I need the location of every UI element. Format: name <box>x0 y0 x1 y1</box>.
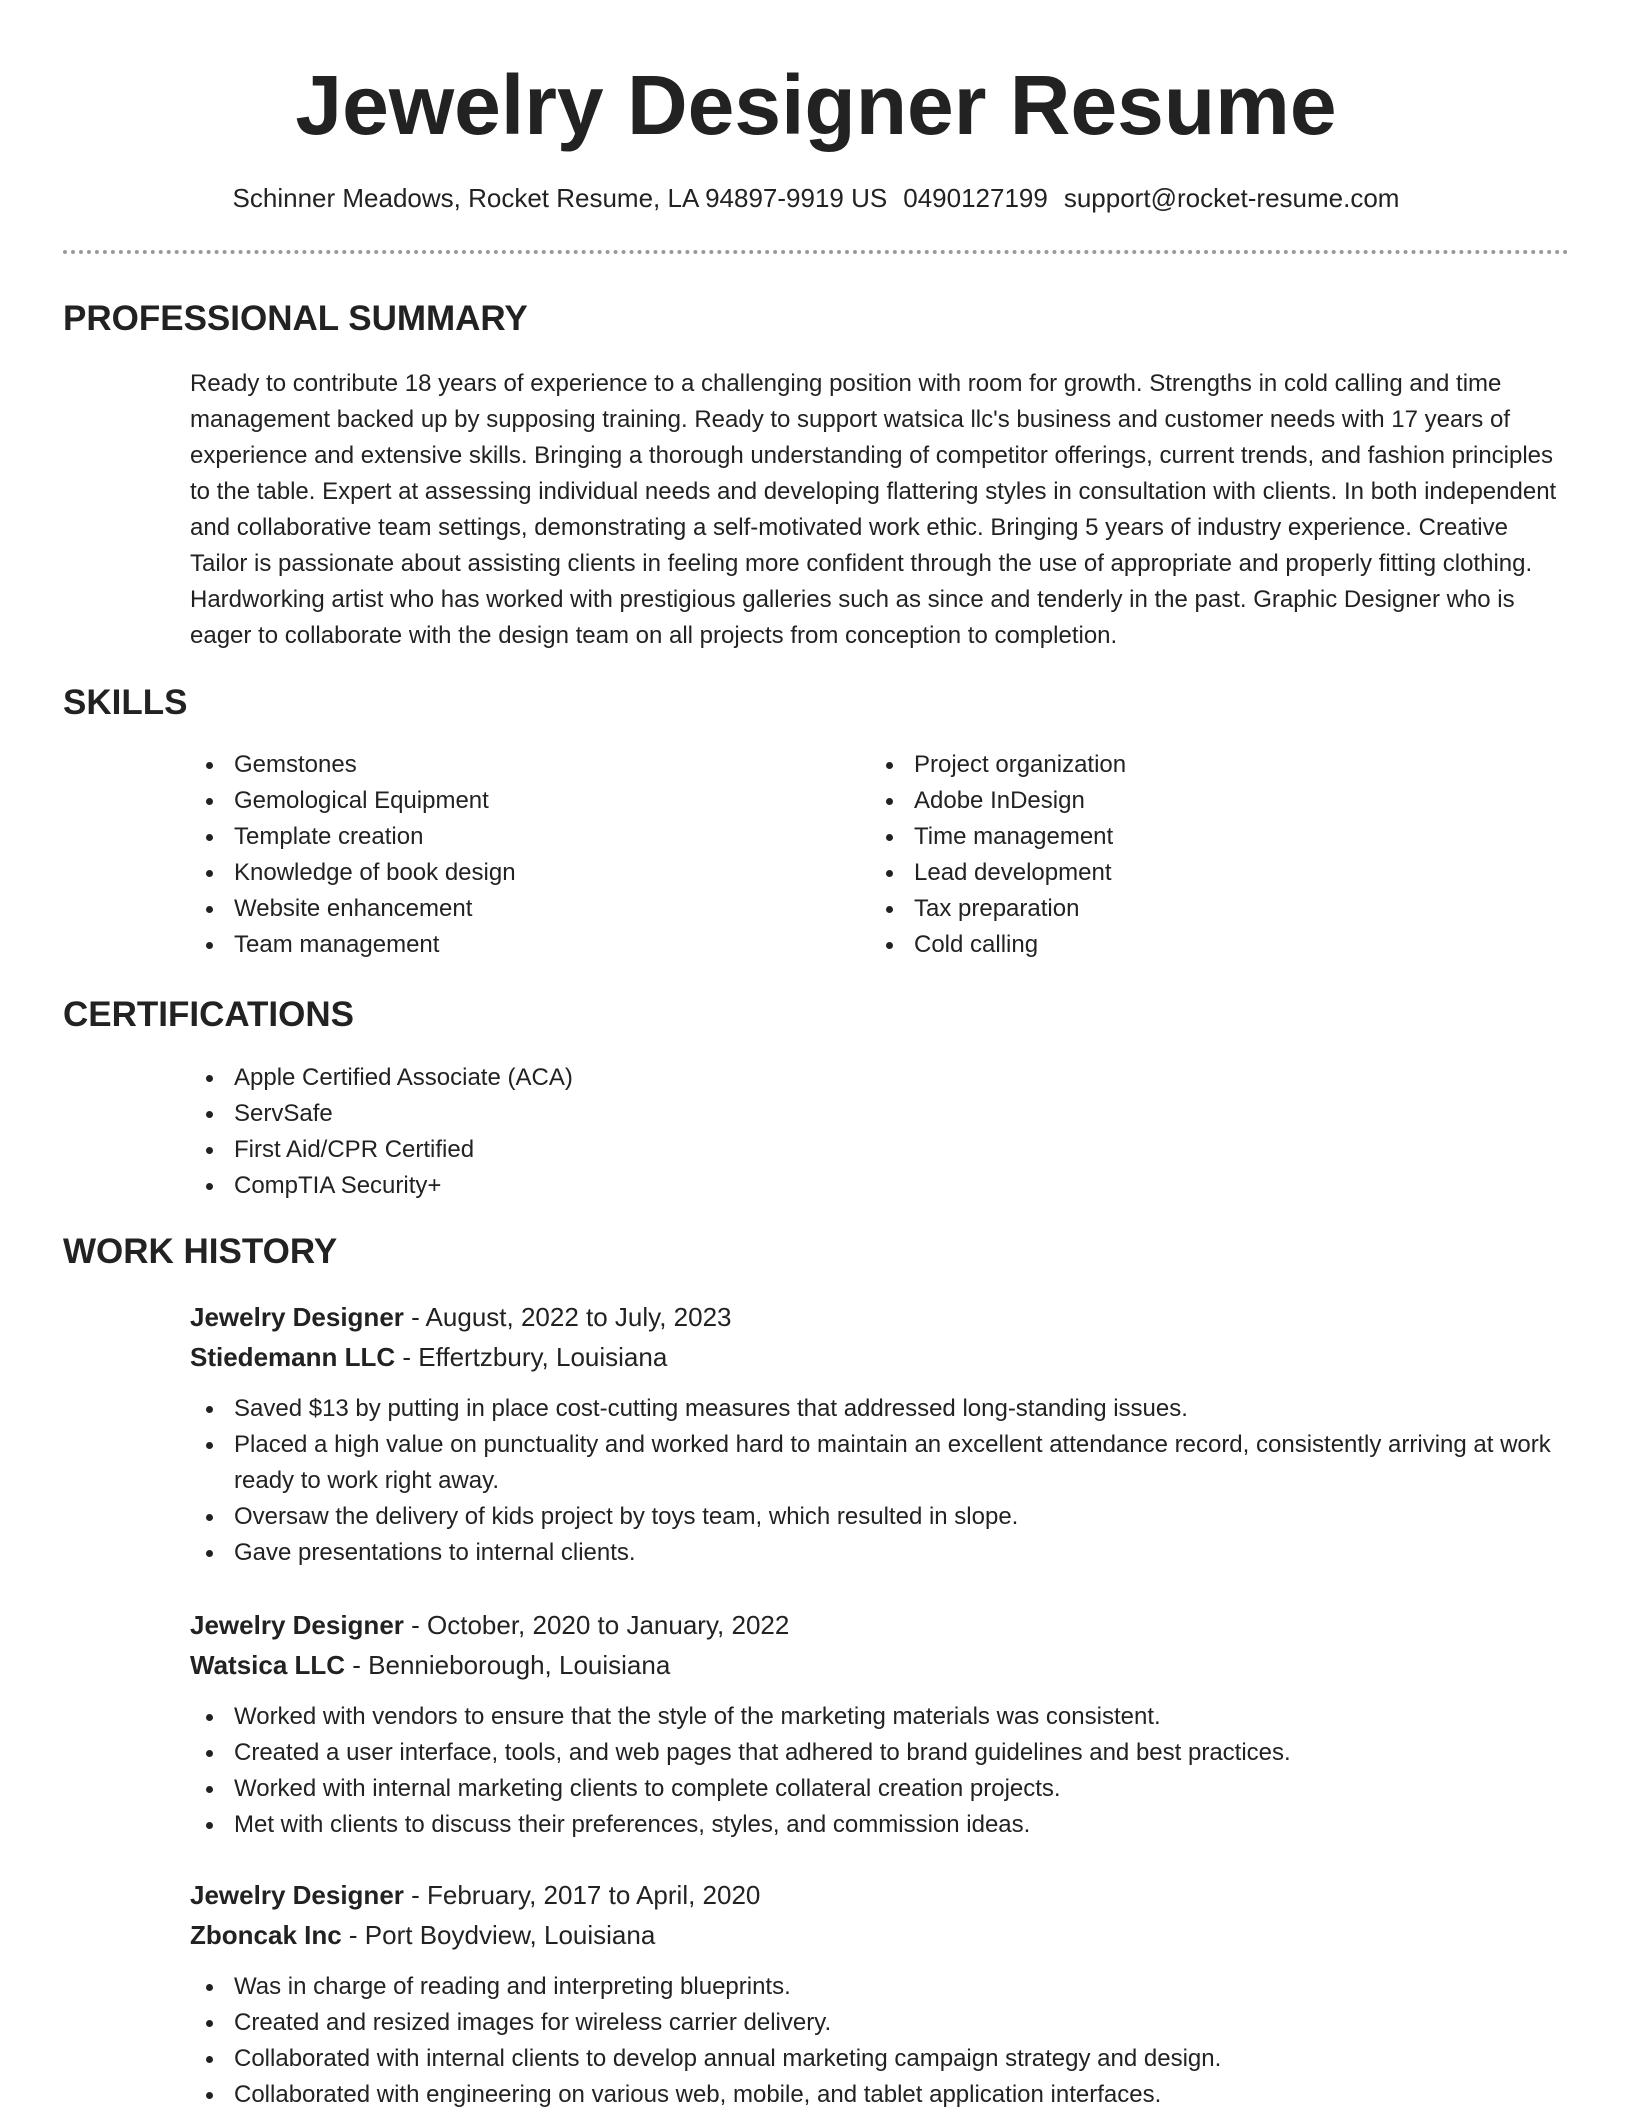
certification-item: CompTIA Security+ <box>190 1168 1190 1204</box>
job-company: Watsica LLC <box>190 1650 346 1680</box>
skill-item: Project organization <box>870 747 1490 783</box>
contact-email: support@rocket-resume.com <box>1063 183 1400 213</box>
skill-item: Cold calling <box>870 927 1490 963</box>
job-bullets <box>190 1391 1579 1571</box>
job-location: - Bennieborough, Louisiana <box>345 1650 671 1680</box>
skill-item: Knowledge of book design <box>190 855 810 891</box>
skill-item: Template creation <box>190 819 810 855</box>
job-company-line <box>190 1646 670 1684</box>
skill-item: Website enhancement <box>190 891 810 927</box>
job-bullet: Oversaw the delivery of kids project by toys team, which resulted in slope. <box>190 1499 1579 1535</box>
job-bullets <box>190 1699 1579 1843</box>
job-title: Jewelry Designer <box>190 1610 404 1640</box>
job-company-line <box>190 1916 655 1954</box>
summary-text: Ready to contribute 18 years of experience to a challenging position with room for growth. Strengths in cold calling and time management backed up by supposing training. Ready to support watsica llc's business and customer needs with 17 years of experience and extensive skills. Bringing a thorough understanding of competitor offerings, current trends, and fashion principles to the table. Expert at assessing individual needs and developing flattering styles in consultation with clients. In both independent and collaborative team settings, demonstrating a self-motivated work ethic. Bringing 5 years of industry experience. Creative Tailor is passionate about assisting clients in feeling more confident through the use of appropriate and properly fitting clothing. Hardworking artist who has worked with prestigious galleries such as since and tenderly in the past. Graphic Designer who is eager to collaborate with the design team on all projects from conception to completion. <box>190 370 1557 649</box>
certification-item: ServSafe <box>190 1096 1190 1132</box>
resume-title: Jewelry Designer Resume <box>295 58 1337 152</box>
job-bullets <box>190 1969 1579 2113</box>
job-title: Jewelry Designer <box>190 1302 404 1332</box>
job-bullet: Worked with vendors to ensure that the style of the marketing materials was consistent. <box>190 1699 1579 1735</box>
job-title-line <box>190 1606 789 1644</box>
certifications-list <box>190 1060 1190 1204</box>
skills-list-left <box>190 747 810 963</box>
job-dates: - February, 2017 to April, 2020 <box>403 1880 761 1910</box>
job-bullet: Created and resized images for wireless carrier delivery. <box>190 2005 1579 2041</box>
job-bullet: Placed a high value on punctuality and worked hard to maintain an excellent attendance record, consistently arriving at work ready to work right away. <box>190 1427 1579 1499</box>
skill-item: Tax preparation <box>870 891 1490 927</box>
skill-item: Gemstones <box>190 747 810 783</box>
job-location: - Effertzbury, Louisiana <box>395 1342 668 1372</box>
job-title: Jewelry Designer <box>190 1880 404 1910</box>
skills-heading: SKILLS <box>63 683 188 722</box>
certification-item: Apple Certified Associate (ACA) <box>190 1060 1190 1096</box>
skill-item: Lead development <box>870 855 1490 891</box>
header-divider <box>63 250 1569 254</box>
job-dates: - October, 2020 to January, 2022 <box>403 1610 790 1640</box>
certifications-heading: CERTIFICATIONS <box>63 995 355 1034</box>
job-dates: - August, 2022 to July, 2023 <box>403 1302 732 1332</box>
contact-address: Schinner Meadows, Rocket Resume, LA 94897-9919 US <box>232 183 888 213</box>
job-bullet: Was in charge of reading and interpreting blueprints. <box>190 1969 1579 2005</box>
job-bullet: Met with clients to discuss their preferences, styles, and commission ideas. <box>190 1807 1579 1843</box>
certification-item: First Aid/CPR Certified <box>190 1132 1190 1168</box>
contact-phone: 0490127199 <box>903 183 1048 213</box>
skill-item: Team management <box>190 927 810 963</box>
job-bullet: Collaborated with engineering on various web, mobile, and tablet application interfaces. <box>190 2077 1579 2113</box>
skills-list-right <box>870 747 1490 963</box>
job-bullet: Saved $13 by putting in place cost-cutting measures that addressed long-standing issues. <box>190 1391 1579 1427</box>
job-title-line <box>190 1298 732 1336</box>
contact-line <box>0 180 1632 216</box>
summary-heading: PROFESSIONAL SUMMARY <box>63 299 528 338</box>
skill-item: Time management <box>870 819 1490 855</box>
job-bullet: Created a user interface, tools, and web pages that adhered to brand guidelines and best practices. <box>190 1735 1579 1771</box>
job-location: - Port Boydview, Louisiana <box>341 1920 656 1950</box>
job-company: Zboncak Inc <box>190 1920 342 1950</box>
job-bullet: Gave presentations to internal clients. <box>190 1535 1579 1571</box>
skill-item: Adobe InDesign <box>870 783 1490 819</box>
job-bullet: Collaborated with internal clients to develop annual marketing campaign strategy and design. <box>190 2041 1579 2077</box>
work-history-heading: WORK HISTORY <box>63 1232 338 1271</box>
job-company: Stiedemann LLC <box>190 1342 396 1372</box>
job-bullet: Worked with internal marketing clients to complete collateral creation projects. <box>190 1771 1579 1807</box>
skill-item: Gemological Equipment <box>190 783 810 819</box>
job-company-line <box>190 1338 667 1376</box>
job-title-line <box>190 1876 760 1914</box>
